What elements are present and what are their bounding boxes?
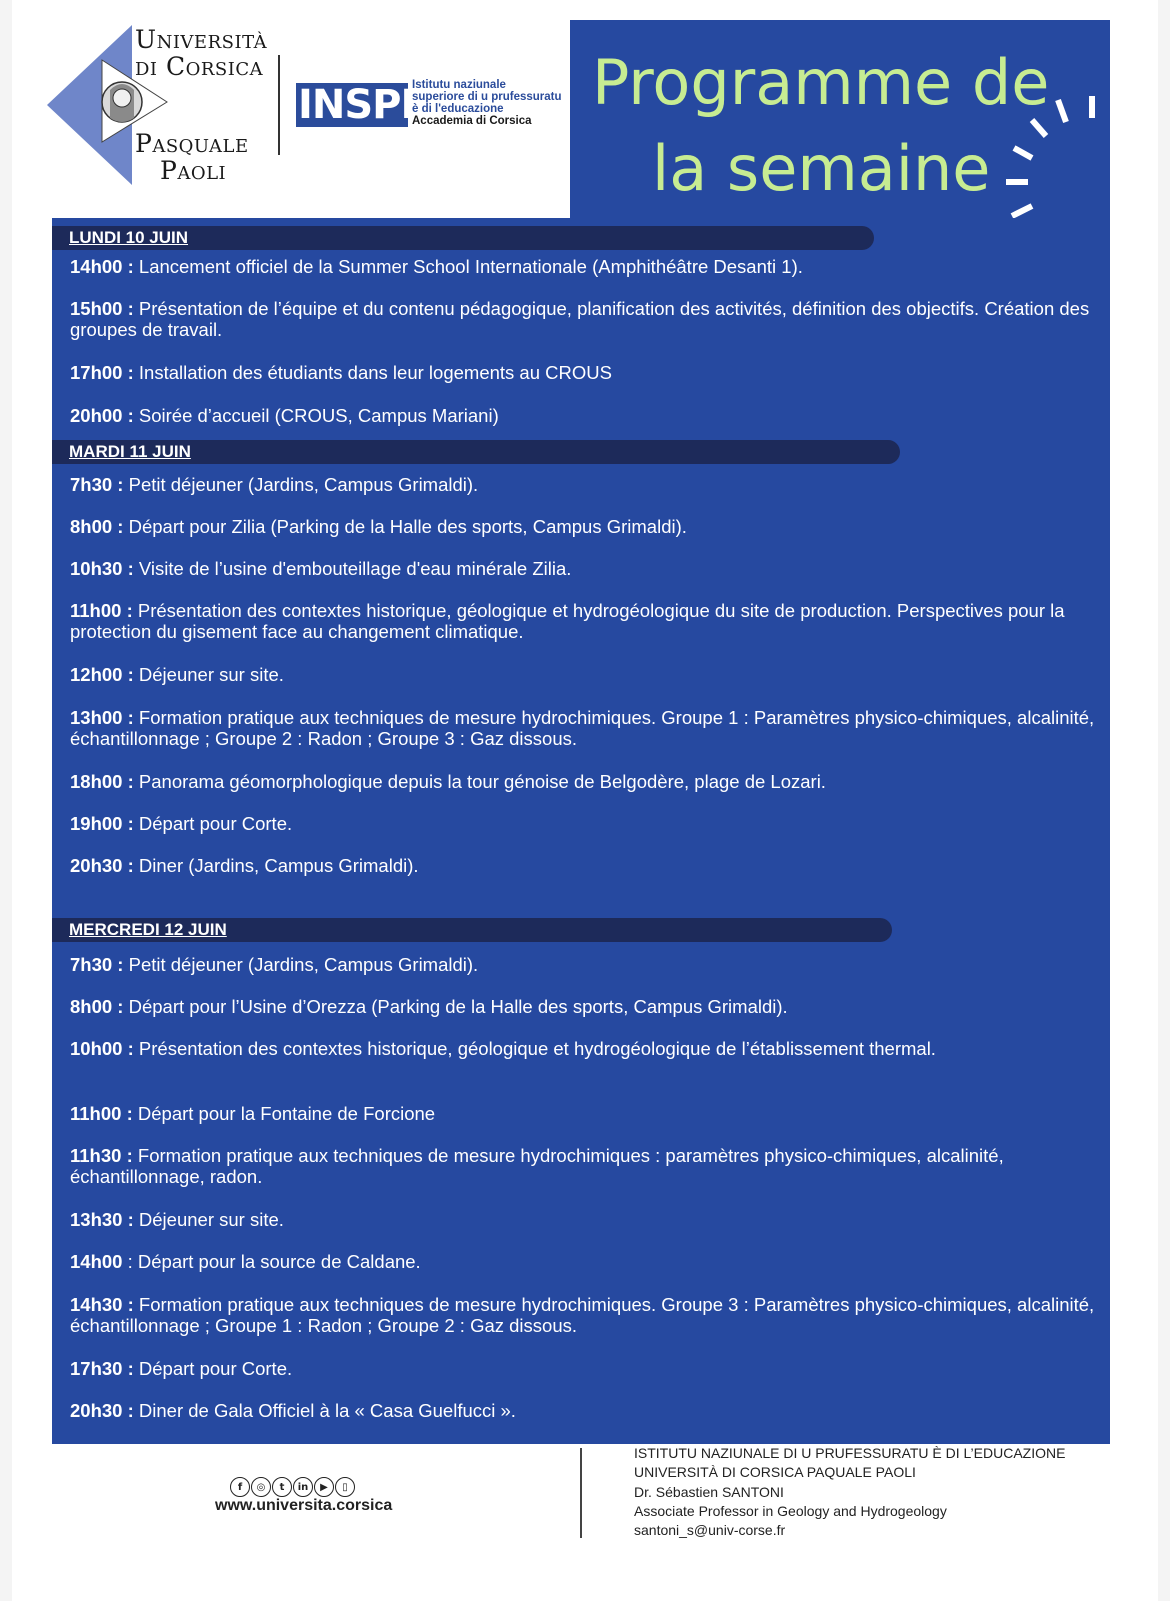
schedule-entry <box>70 1209 1102 1230</box>
day-header-lundi <box>52 226 874 250</box>
entry-time: 20h00 : <box>70 405 134 426</box>
schedule-entry <box>70 1400 1102 1421</box>
footer-divider <box>580 1448 582 1538</box>
schedule-entry <box>70 1251 1102 1272</box>
schedule-entry <box>70 558 1102 579</box>
university-name-line2: di Corsica <box>135 52 264 81</box>
day-label: MERCREDI 12 JUIN <box>69 920 227 939</box>
entry-time: 7h30 : <box>70 954 124 975</box>
entry-time: 10h00 : <box>70 1038 134 1059</box>
entry-time: 18h00 : <box>70 771 134 792</box>
page-title-line1: Programme de <box>592 46 1050 119</box>
schedule-entry <box>70 474 1102 495</box>
entry-time: 7h30 : <box>70 474 124 495</box>
entry-time: 10h30 : <box>70 558 134 579</box>
entry-time: 15h00 : <box>70 298 134 319</box>
schedule-entry <box>70 600 1102 642</box>
inspe-text-line: Istitutu naziunale <box>412 79 506 91</box>
contact-email[interactable]: santoni_s@univ-corse.fr <box>634 1522 786 1539</box>
entry-text: Départ pour la Fontaine de Forcione <box>132 1103 436 1124</box>
schedule-entry <box>70 813 1102 834</box>
entry-time: 11h30 : <box>70 1145 133 1166</box>
schedule-entry <box>70 256 1102 277</box>
entry-text: Formation pratique aux techniques de mesure hydrochimiques. Groupe 3 : Paramètres physico-chimiques, alcalinité, échantillonnage ; Groupe 1 : Radon ; Groupe 2 : Gaz dissous. <box>70 1294 1095 1336</box>
social-icons <box>230 1477 355 1499</box>
page-title-line2: la semaine <box>652 132 991 205</box>
day-header-mercredi <box>52 918 892 942</box>
schedule-entry <box>70 855 1102 876</box>
entry-time: 14h00 : <box>70 256 134 277</box>
entry-text: Déjeuner sur site. <box>133 664 284 685</box>
schedule-entry <box>70 771 1102 792</box>
entry-time: 12h00 : <box>70 664 134 685</box>
day-label: MARDI 11 JUIN <box>69 442 191 461</box>
schedule-entry <box>70 362 1102 383</box>
schedule-entry <box>70 1145 1102 1187</box>
twitter-icon[interactable]: t <box>272 1477 292 1497</box>
entry-text: Départ pour l’Usine d’Orezza (Parking de la Halle des sports, Campus Grimaldi). <box>123 996 788 1017</box>
entry-time: 8h00 : <box>70 996 124 1017</box>
entry-text: Présentation des contextes historique, géologique et hydrogéologique du site de production. Perspectives pour la protection du gisement face au changement climatique. <box>70 600 1065 642</box>
entry-text: Installation des étudiants dans leur logements au CROUS <box>133 362 612 383</box>
entry-text: Soirée d’accueil (CROUS, Campus Mariani) <box>133 405 499 426</box>
entry-text: Départ pour Zilia (Parking de la Halle des sports, Campus Grimaldi). <box>123 516 687 537</box>
entry-text: Diner (Jardins, Campus Grimaldi). <box>133 855 419 876</box>
entry-time: 8h00 : <box>70 516 124 537</box>
entry-time: 19h00 : <box>70 813 134 834</box>
entry-time: 14h30 : <box>70 1294 134 1315</box>
schedule-entry <box>70 1358 1102 1379</box>
contact-line: UNIVERSITÀ DI CORSICA PAQUALE PAOLI <box>634 1464 916 1481</box>
entry-time: 13h00 : <box>70 707 134 728</box>
inspe-text-line: Accademia di Corsica <box>412 115 532 127</box>
contact-line: Associate Professor in Geology and Hydrogeology <box>634 1502 947 1519</box>
entry-text: Départ pour Corte. <box>133 1358 293 1379</box>
university-name-line3: Pasquale <box>135 129 249 158</box>
university-name-line4: Paoli <box>160 156 227 185</box>
schedule-entry <box>70 707 1102 749</box>
logo-divider <box>278 55 280 155</box>
entry-text: Formation pratique aux techniques de mesure hydrochimiques : paramètres physico-chimiques, alcalinité, échantillonnage, radon. <box>70 1145 1004 1187</box>
phone-icon[interactable]: ▯ <box>335 1477 355 1497</box>
entry-text: Petit déjeuner (Jardins, Campus Grimaldi). <box>123 474 479 495</box>
entry-text: Présentation de l’équipe et du contenu pédagogique, planification des activités, définition des objectifs. Création des groupes de travail. <box>70 298 1090 340</box>
contact-block <box>634 1444 1065 1540</box>
schedule-entry <box>70 1038 1102 1059</box>
youtube-icon[interactable]: ▶ <box>314 1477 334 1497</box>
entry-text: Lancement officiel de la Summer School Internationale (Amphithéâtre Desanti 1). <box>133 256 803 277</box>
schedule-panel <box>52 218 1110 1444</box>
inspe-text-line: superiore di u prufessuratu <box>412 91 562 103</box>
schedule-entry <box>70 664 1102 685</box>
contact-line: ISTITUTU NAZIUNALE DI U PRUFESSURATU È DI L’EDUCAZIONE <box>634 1445 1066 1461</box>
inspe-text-line: è di l'educazione <box>412 103 504 115</box>
day-label: LUNDI 10 JUIN <box>69 228 189 247</box>
entry-text: Visite de l’usine d'embouteillage d'eau minérale Zilia. <box>133 558 572 579</box>
contact-line: Dr. Sébastien SANTONI <box>634 1483 784 1500</box>
entry-time: 11h00 : <box>70 600 133 621</box>
entry-text: : Départ pour la source de Caldane. <box>122 1251 421 1272</box>
entry-text: Formation pratique aux techniques de mesure hydrochimiques. Groupe 1 : Paramètres physico-chimiques, alcalinité, échantillonnage ; Groupe 2 : Radon ; Groupe 3 : Gaz dissous. <box>70 707 1095 749</box>
entry-time: 11h00 : <box>70 1103 133 1124</box>
schedule-entry <box>70 1294 1102 1336</box>
schedule-entry <box>70 954 1102 975</box>
entry-text: Panorama géomorphologique depuis la tour génoise de Belgodère, plage de Lozari. <box>133 771 826 792</box>
facebook-icon[interactable]: f <box>230 1477 250 1497</box>
entry-time: 14h00 <box>70 1251 123 1272</box>
entry-time: 17h30 : <box>70 1358 134 1379</box>
entry-text: Déjeuner sur site. <box>133 1209 284 1230</box>
entry-time: 17h00 : <box>70 362 134 383</box>
instagram-icon[interactable]: ◎ <box>251 1477 271 1497</box>
website-link[interactable]: www.universita.corsica <box>215 1497 393 1514</box>
schedule-entry <box>70 405 1102 426</box>
entry-time: 13h30 : <box>70 1209 134 1230</box>
programme-page <box>12 0 1158 1601</box>
schedule-entry <box>70 298 1102 340</box>
schedule-entry <box>70 1103 1102 1124</box>
linkedin-icon[interactable]: in <box>293 1477 313 1497</box>
entry-text: Diner de Gala Officiel à la « Casa Guelfucci ». <box>133 1400 516 1421</box>
day-header-mardi <box>52 440 900 464</box>
entry-text: Départ pour Corte. <box>133 813 293 834</box>
university-name-line1: Università <box>135 25 268 54</box>
schedule-entry <box>70 516 1102 537</box>
entry-time: 20h30 : <box>70 855 134 876</box>
entry-text: Présentation des contextes historique, géologique et hydrogéologique de l’établissement thermal. <box>133 1038 936 1059</box>
inspe-logo-mark: INSPÉ <box>298 82 427 128</box>
inspe-logo-text <box>412 79 562 127</box>
schedule-entry <box>70 996 1102 1017</box>
entry-time: 20h30 : <box>70 1400 134 1421</box>
entry-text: Petit déjeuner (Jardins, Campus Grimaldi). <box>123 954 479 975</box>
